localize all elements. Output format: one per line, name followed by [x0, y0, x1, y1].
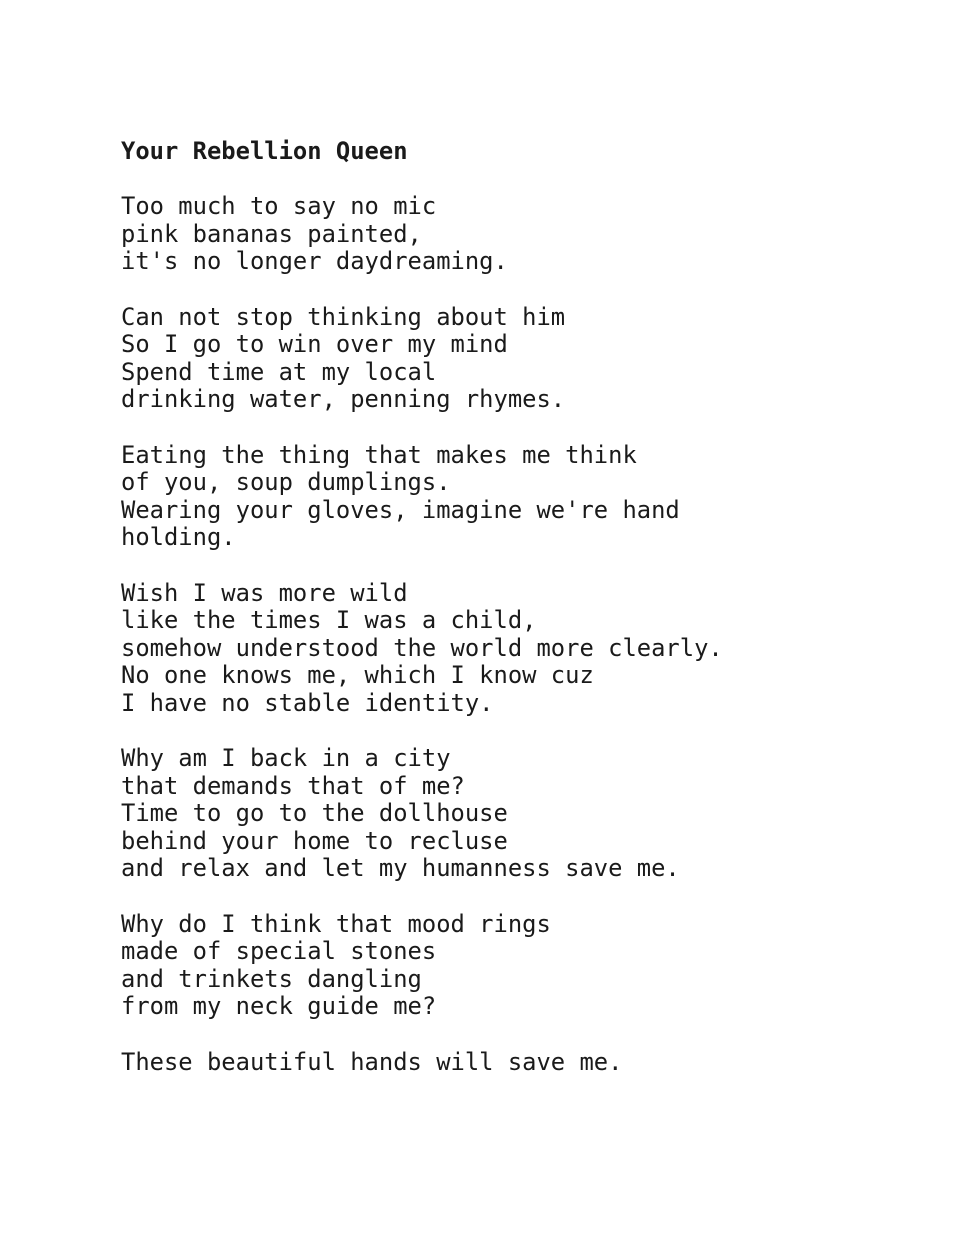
poem-line: holding.	[121, 523, 236, 552]
poem-line: that demands that of me?	[121, 771, 465, 800]
poem-title: Your Rebellion Queen	[121, 137, 408, 165]
poem-line: and trinkets dangling	[121, 964, 422, 993]
poem-line: Can not stop thinking about him	[121, 302, 566, 331]
stanza	[121, 1049, 881, 1077]
poem-line: Time to go to the dollhouse	[121, 799, 508, 828]
poem-line: Why do I think that mood rings	[121, 909, 551, 938]
stanza	[121, 580, 881, 718]
poem-line: Wish I was more wild	[121, 578, 408, 607]
poem-line: Eating the thing that makes me think	[121, 440, 637, 469]
poem-line: I have no stable identity.	[121, 688, 494, 717]
stanza	[121, 911, 881, 1021]
poem-line: Spend time at my local	[121, 357, 437, 386]
poem-line: like the times I was a child,	[121, 606, 537, 635]
poem-line: So I go to win over my mind	[121, 330, 508, 359]
poem-line: of you, soup dumplings.	[121, 468, 451, 497]
poem	[121, 138, 881, 1104]
poem-line: behind your home to recluse	[121, 826, 508, 855]
poem-line: somehow understood the world more clearly.	[121, 633, 723, 662]
poem-line: These beautiful hands will save me.	[121, 1047, 623, 1076]
poem-line: made of special stones	[121, 937, 437, 966]
poem-line: No one knows me, which I know cuz	[121, 661, 594, 690]
poem-line: pink bananas painted,	[121, 219, 422, 248]
poem-line: and relax and let my humanness save me.	[121, 854, 680, 883]
poem-line: from my neck guide me?	[121, 992, 437, 1021]
poem-line: drinking water, penning rhymes.	[121, 385, 566, 414]
poem-line: Too much to say no mic	[121, 192, 437, 221]
stanza	[121, 304, 881, 414]
stanza	[121, 442, 881, 552]
stanza	[121, 745, 881, 883]
poem-line: Wearing your gloves, imagine we're hand	[121, 495, 680, 524]
poem-line: Why am I back in a city	[121, 744, 451, 773]
poem-line: it's no longer daydreaming.	[121, 247, 508, 276]
stanza	[121, 193, 881, 276]
